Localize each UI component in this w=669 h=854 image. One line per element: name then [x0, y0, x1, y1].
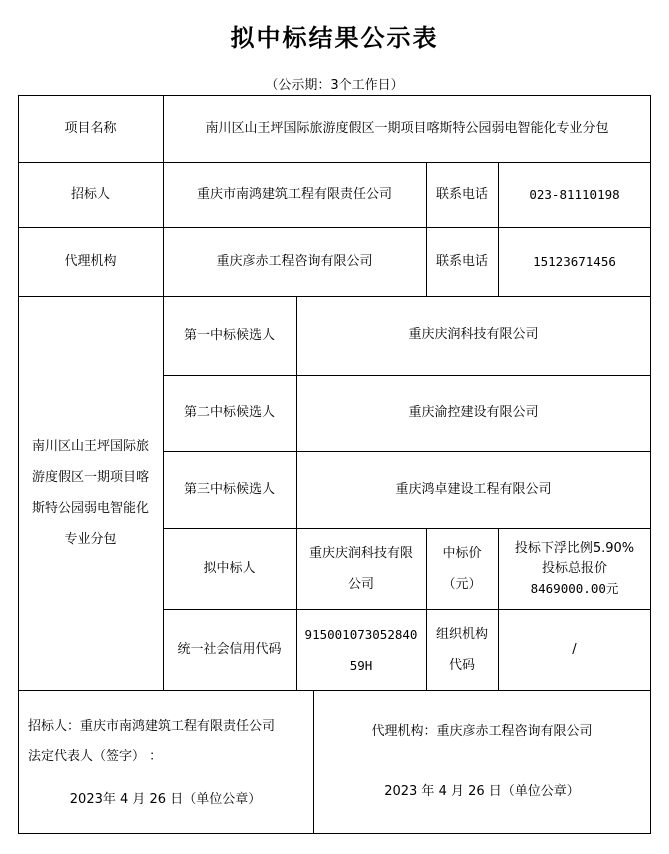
winner-value: 重庆庆润科技有限公司: [308, 545, 413, 592]
credit-code-line2: 59H: [349, 657, 373, 673]
footer-agent: 代理机构：重庆彦赤工程咨询有限公司: [371, 724, 593, 739]
candidate-1-value: 重庆庆润科技有限公司: [408, 326, 539, 342]
candidate-3-value: 重庆鸿卓建设工程有限公司: [395, 481, 552, 497]
agent-label: 代理机构: [64, 253, 117, 269]
footer-left-date-seal: 2023年 4 月 26 日（单位公章）: [69, 792, 262, 807]
credit-code-line1: 915001073052840: [304, 626, 418, 642]
candidate-2-label: 第二中标候选人: [183, 405, 275, 420]
agent-phone: 15123671456: [533, 253, 616, 269]
project-name-value: 南川区山王坪国际旅游度假区一期项目喀斯特公园弱电智能化专业分包: [205, 120, 609, 136]
footer-tenderer: 招标人：重庆市南鸿建筑工程有限责任公司: [28, 719, 276, 734]
tenderer-label: 招标人: [70, 186, 110, 202]
org-code-value: /: [572, 641, 577, 657]
section-label: 南川区山王坪国际旅游度假区一期项目喀斯特公园弱电智能化专业分包: [31, 439, 149, 547]
project-name-label: 项目名称: [64, 120, 117, 136]
candidate-2-value: 重庆渝控建设有限公司: [408, 405, 539, 420]
publicity-period: （公示期：3个工作日）: [265, 78, 404, 93]
credit-code-label: 统一社会信用代码: [177, 641, 282, 657]
credit-code-value: [296, 609, 426, 690]
winner-price-label: 中标价（元）: [442, 545, 482, 592]
tenderer-phone-label: 联系电话: [435, 186, 488, 202]
footer-right-date-seal: 2023 年 4 月 26 日（单位公章）: [384, 784, 580, 799]
tenderer-phone: 023-81110198: [529, 186, 620, 202]
agent-value: 重庆彦赤工程咨询有限公司: [216, 253, 373, 269]
winner-price-total: 8469000.00元: [530, 580, 619, 596]
candidate-3-label: 第三中标候选人: [183, 481, 275, 497]
tenderer-value: 重庆市南鸿建筑工程有限责任公司: [196, 186, 392, 202]
winner-price-ratio: 投标下浮比例5.90%: [514, 540, 635, 556]
org-code-label: 组织机构代码: [436, 626, 489, 673]
candidate-1-label: 第一中标候选人: [183, 327, 275, 343]
winner-label: 拟中标人: [203, 560, 256, 576]
agent-phone-label: 联系电话: [435, 253, 488, 269]
page-title: 拟中标结果公示表: [230, 23, 439, 52]
footer-legal-rep-signature: 法定代表人（签字） ：: [28, 749, 163, 764]
winner-price: [498, 528, 651, 609]
winner-price-total-label: 投标总报价: [541, 560, 607, 576]
